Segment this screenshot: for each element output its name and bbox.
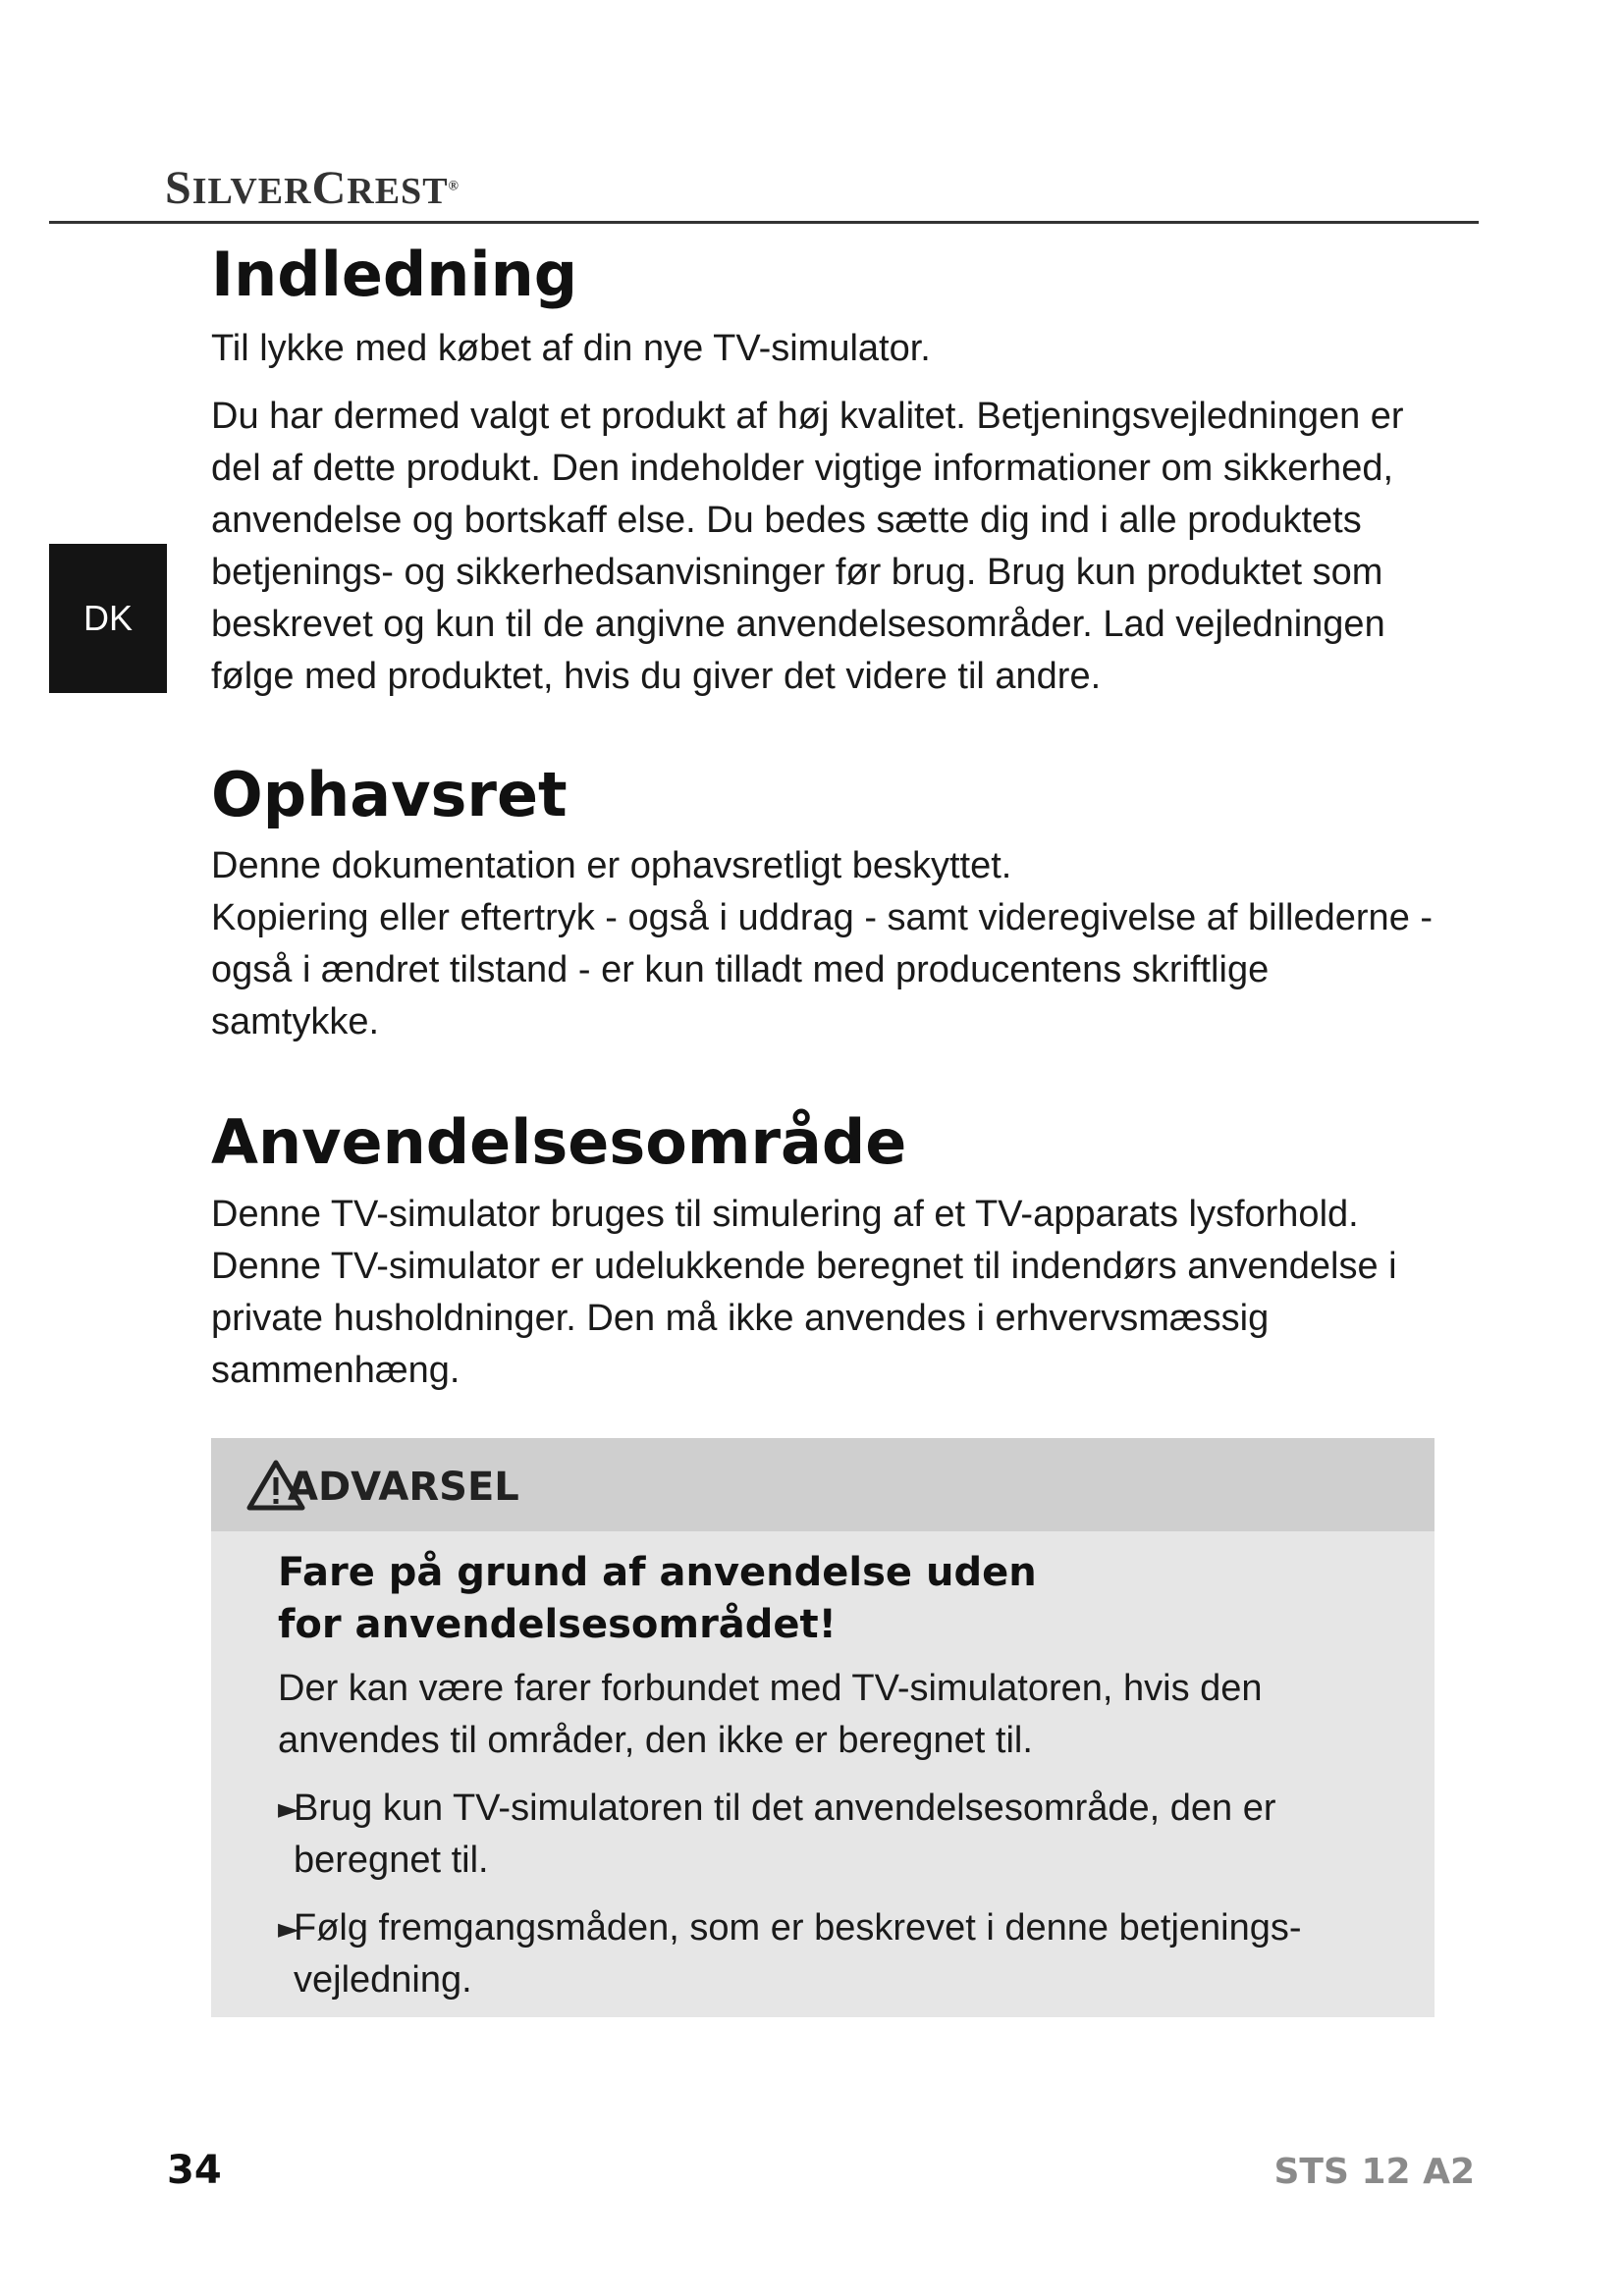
page-number: 34 — [167, 2148, 222, 2193]
brand-logo: SILVERCREST® — [165, 162, 460, 214]
warning-box — [211, 1438, 1435, 2017]
section-title: Ophavsret — [211, 758, 568, 830]
arrow-bullet-icon: ► — [278, 1792, 299, 1825]
bullet-text: Følg fremgangsmåden, som er beskrevet i denne betjenings-vejledning. — [294, 1907, 1302, 2001]
warning-title-line: Fare på grund af anvendelse uden — [278, 1550, 1037, 1595]
arrow-bullet-icon: ► — [278, 1912, 299, 1945]
paragraph: Denne TV-simulator bruges til simulering af et TV-apparats lysforhold. Denne TV-simulator er udelukkende beregnet til indendørs anvendelse i private husholdninger. Den må ikke anvendes i erhvervsmæssig sammenhæng. — [211, 1193, 1397, 1391]
paragraph: Kopiering eller eftertryk - også i uddrag - samt videregivelse af billederne - også i ændret tilstand - er kun tilladt med producentens skriftlige samtykke. — [211, 897, 1434, 1043]
paragraph: Denne dokumentation er ophavsretligt beskyttet. — [211, 845, 1012, 887]
warning-bullet — [278, 1783, 1376, 1887]
section-indledning — [211, 236, 1438, 703]
section-anvendelsesomraade — [211, 1103, 1438, 1397]
warning-bullet — [278, 1902, 1376, 2006]
section-title: Indledning — [211, 239, 578, 310]
language-tab: DK — [49, 544, 167, 693]
warning-header — [211, 1438, 1435, 1531]
warning-body — [211, 1531, 1435, 2006]
paragraph: Til lykke med købet af din nye TV-simulator. — [211, 327, 931, 369]
model-number: STS 12 A2 — [1273, 2152, 1475, 2192]
warning-text: Der kan være farer forbundet med TV-simulatoren, hvis den anvendes til områder, den ikke er beregnet til. — [278, 1668, 1263, 1761]
header-divider — [49, 221, 1479, 224]
warning-title-line: for anvendelsesområdet! — [278, 1602, 837, 1647]
bullet-text: Brug kun TV-simulatoren til det anvendelsesområde, den er beregnet til. — [294, 1788, 1276, 1881]
main-content — [211, 236, 1438, 1397]
warning-label: ADVARSEL — [288, 1464, 519, 1510]
section-title: Anvendelsesområde — [211, 1106, 907, 1179]
section-ophavsret — [211, 756, 1438, 1049]
paragraph: Du har dermed valgt et produkt af høj kvalitet. Betjeningsvejledningen er del af dette produkt. Den indeholder vigtige informationer om sikkerhed, anvendelse og bortskaff else. Du bedes sætte dig ind i alle produktets betjenings- og sikkerhedsanvisninger før brug. Brug kun produktet som beskrevet og kun til de angivne anvendelsesområder. Lad vejledningen følge med produktet, hvis du giver det videre til andre. — [211, 395, 1404, 697]
